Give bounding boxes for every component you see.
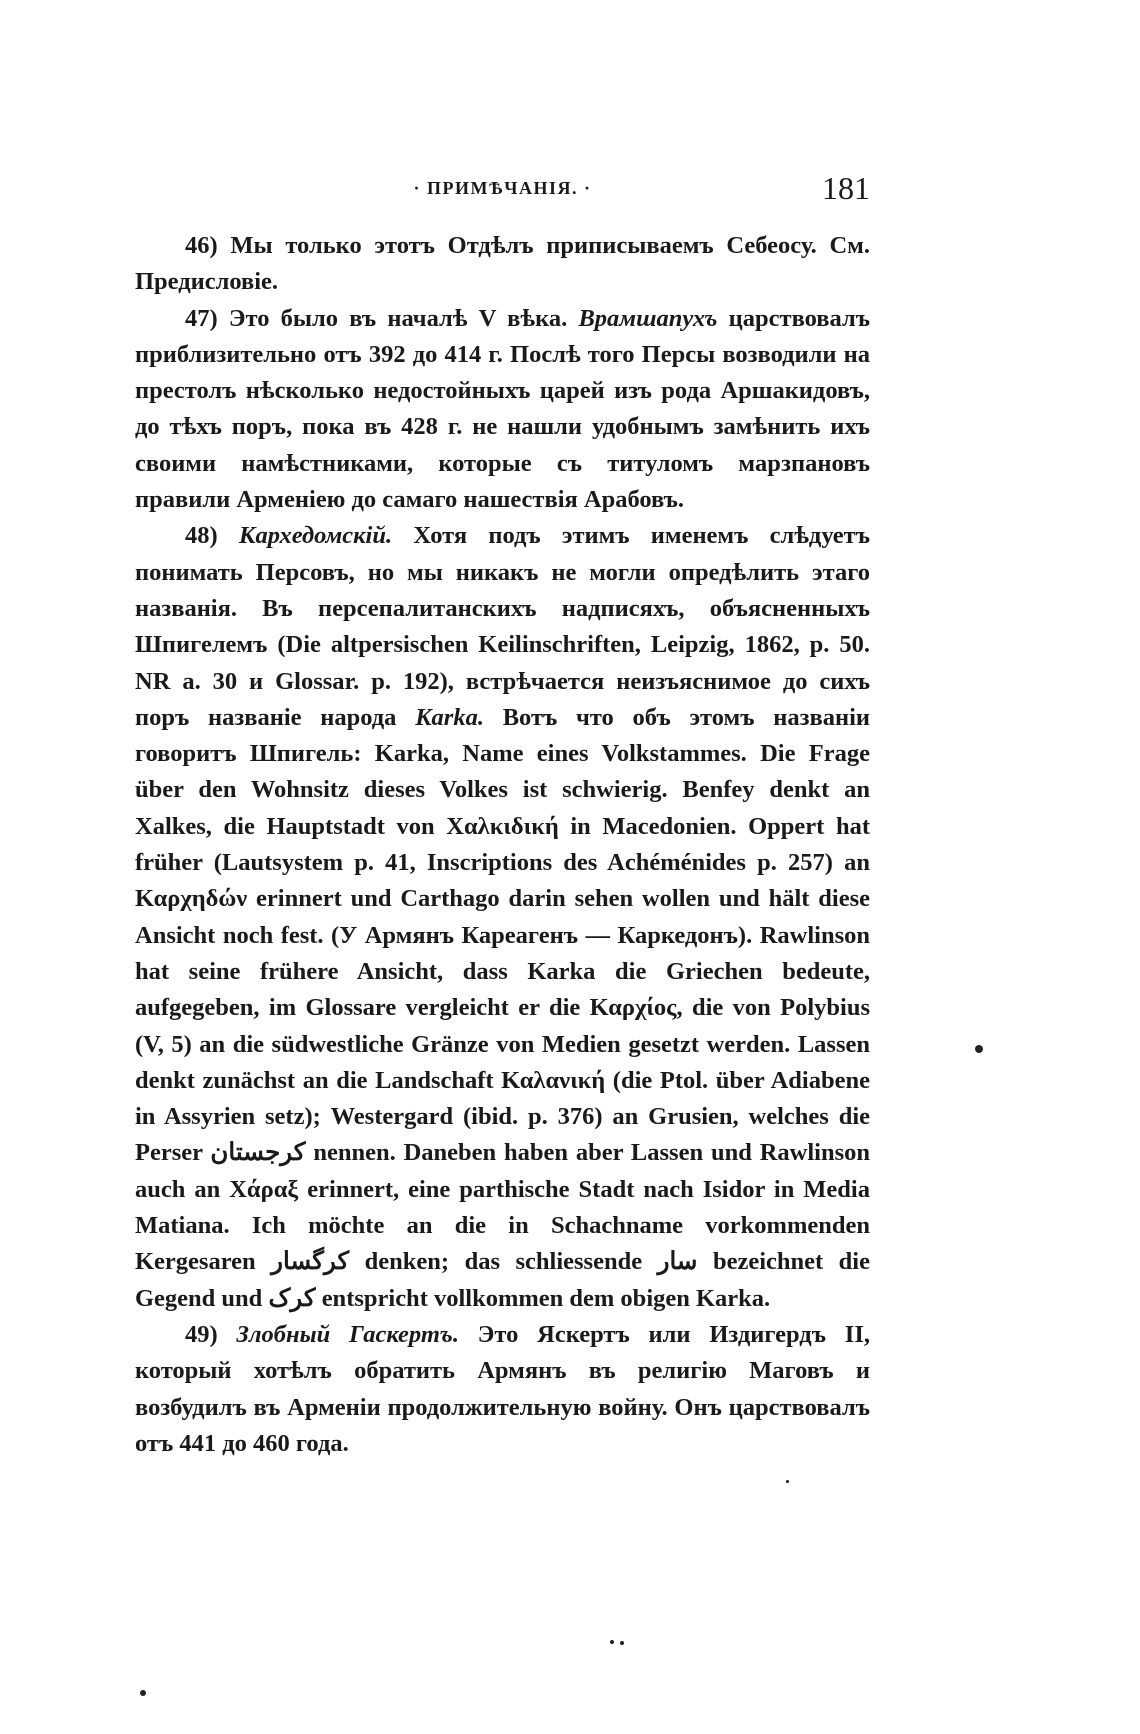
note-48 [135, 518, 870, 1317]
note-49 [135, 1317, 870, 1462]
note-46 [135, 228, 870, 301]
note-text [218, 522, 239, 549]
note-emphasis: Злобный Гаскертъ. [236, 1320, 459, 1348]
scan-speck [786, 1480, 789, 1483]
scan-speck [140, 1690, 146, 1696]
note-47 [135, 301, 870, 519]
notes-body [135, 228, 870, 1462]
note-text: Вотъ что объ этомъ названіи говоритъ Шпигель: Karka, Name eines Volkstammes. Die Frage über den Wohnsitz dieses Volkes ist schwierig. Benfey denkt an Xalkes, die Hauptstadt von Χαλκιδική in Macedonien. Oppert hat früher (Lautsystem p. 41, Inscriptions des Achéménides p. 257) an Καρχηδών erinnert und Carthago darin sehen wollen und hält diese Ansicht noch fest. (У Армянъ Кареагенъ — Каркедонъ). Rawlinson hat seine frühere Ansicht, dass Karka die Griechen bedeute, aufgegeben, im Glossare vergleicht er die Καρχίος, die von Polybius (V, 5) an die südwestliche Gränze von Medien gesetzt werden. Lassen denkt zunächst an die Landschaft Καλανική (die Ptol. über Adiabene in Assyrien setz); Westergard (ibid. p. 376) an Grusien, welches die Perser کرجستان nennen. Daneben haben aber Lassen und Rawlinson auch an Χάραξ erinnert, eine parthische Stadt nach Isidor in Media Matiana. Ich möchte an die in Schachname vorkommenden Kergesaren کرگسار denken; das schliessende سار bezeichnet die Gegend und کرک entspricht vollkommen dem obigen Karka. [135, 703, 870, 1312]
note-emphasis: Врамшапухъ [578, 304, 718, 332]
scan-speck [620, 1641, 624, 1645]
scan-speck [975, 1045, 983, 1053]
note-text: царствовалъ приблизительно отъ 392 до 414 г. Послѣ того Персы возводили на престолъ нѣсколько недостойныхъ царей изъ рода Аршакидовъ, до тѣхъ поръ, пока въ 428 г. не нашли удобнымъ замѣнить ихъ своими намѣстниками, которые съ титуломъ марзпановъ правили Арменіею до самаго нашествія Арабовъ. [135, 304, 870, 514]
running-title: · ПРИМѢЧАНІЯ. · [413, 178, 592, 198]
note-number: 48) [185, 522, 218, 550]
note-emphasis: Karka. [415, 703, 484, 731]
note-emphasis: Кархедомскій. [238, 522, 393, 550]
note-number: 47) [185, 304, 218, 332]
note-text: Хотя подъ этимъ именемъ слѣдуетъ понимать Персовъ, но мы никакъ не могли опредѣлить этаго названія. Въ персепалитанскихъ надписяхъ, объясненныхъ Шпигелемъ (Die altpersischen Keilinschriften, Leipzig, 1862, p. 50. NR a. 30 и Glossar. p. 192), встрѣчается неизъяснимое до сихъ поръ названіе народа [135, 522, 871, 731]
note-number: 49) [185, 1320, 218, 1348]
running-head [135, 170, 870, 210]
note-text: Это было въ началѣ V вѣка. [217, 304, 579, 332]
scan-speck [610, 1640, 614, 1644]
note-text: Это Яскертъ или Издигердъ II, который хотѣлъ обратить Армянъ въ религію Маговъ и возбудилъ въ Арменіи продолжительную войну. Онъ царствовалъ отъ 441 до 460 года. [135, 1320, 870, 1457]
note-text [218, 1321, 237, 1348]
note-number: 46) [185, 232, 218, 259]
note-text: Мы только этотъ Отдѣлъ приписываемъ Себеосу. См. Предисловіе. [135, 232, 870, 296]
page-number: 181 [822, 170, 870, 206]
